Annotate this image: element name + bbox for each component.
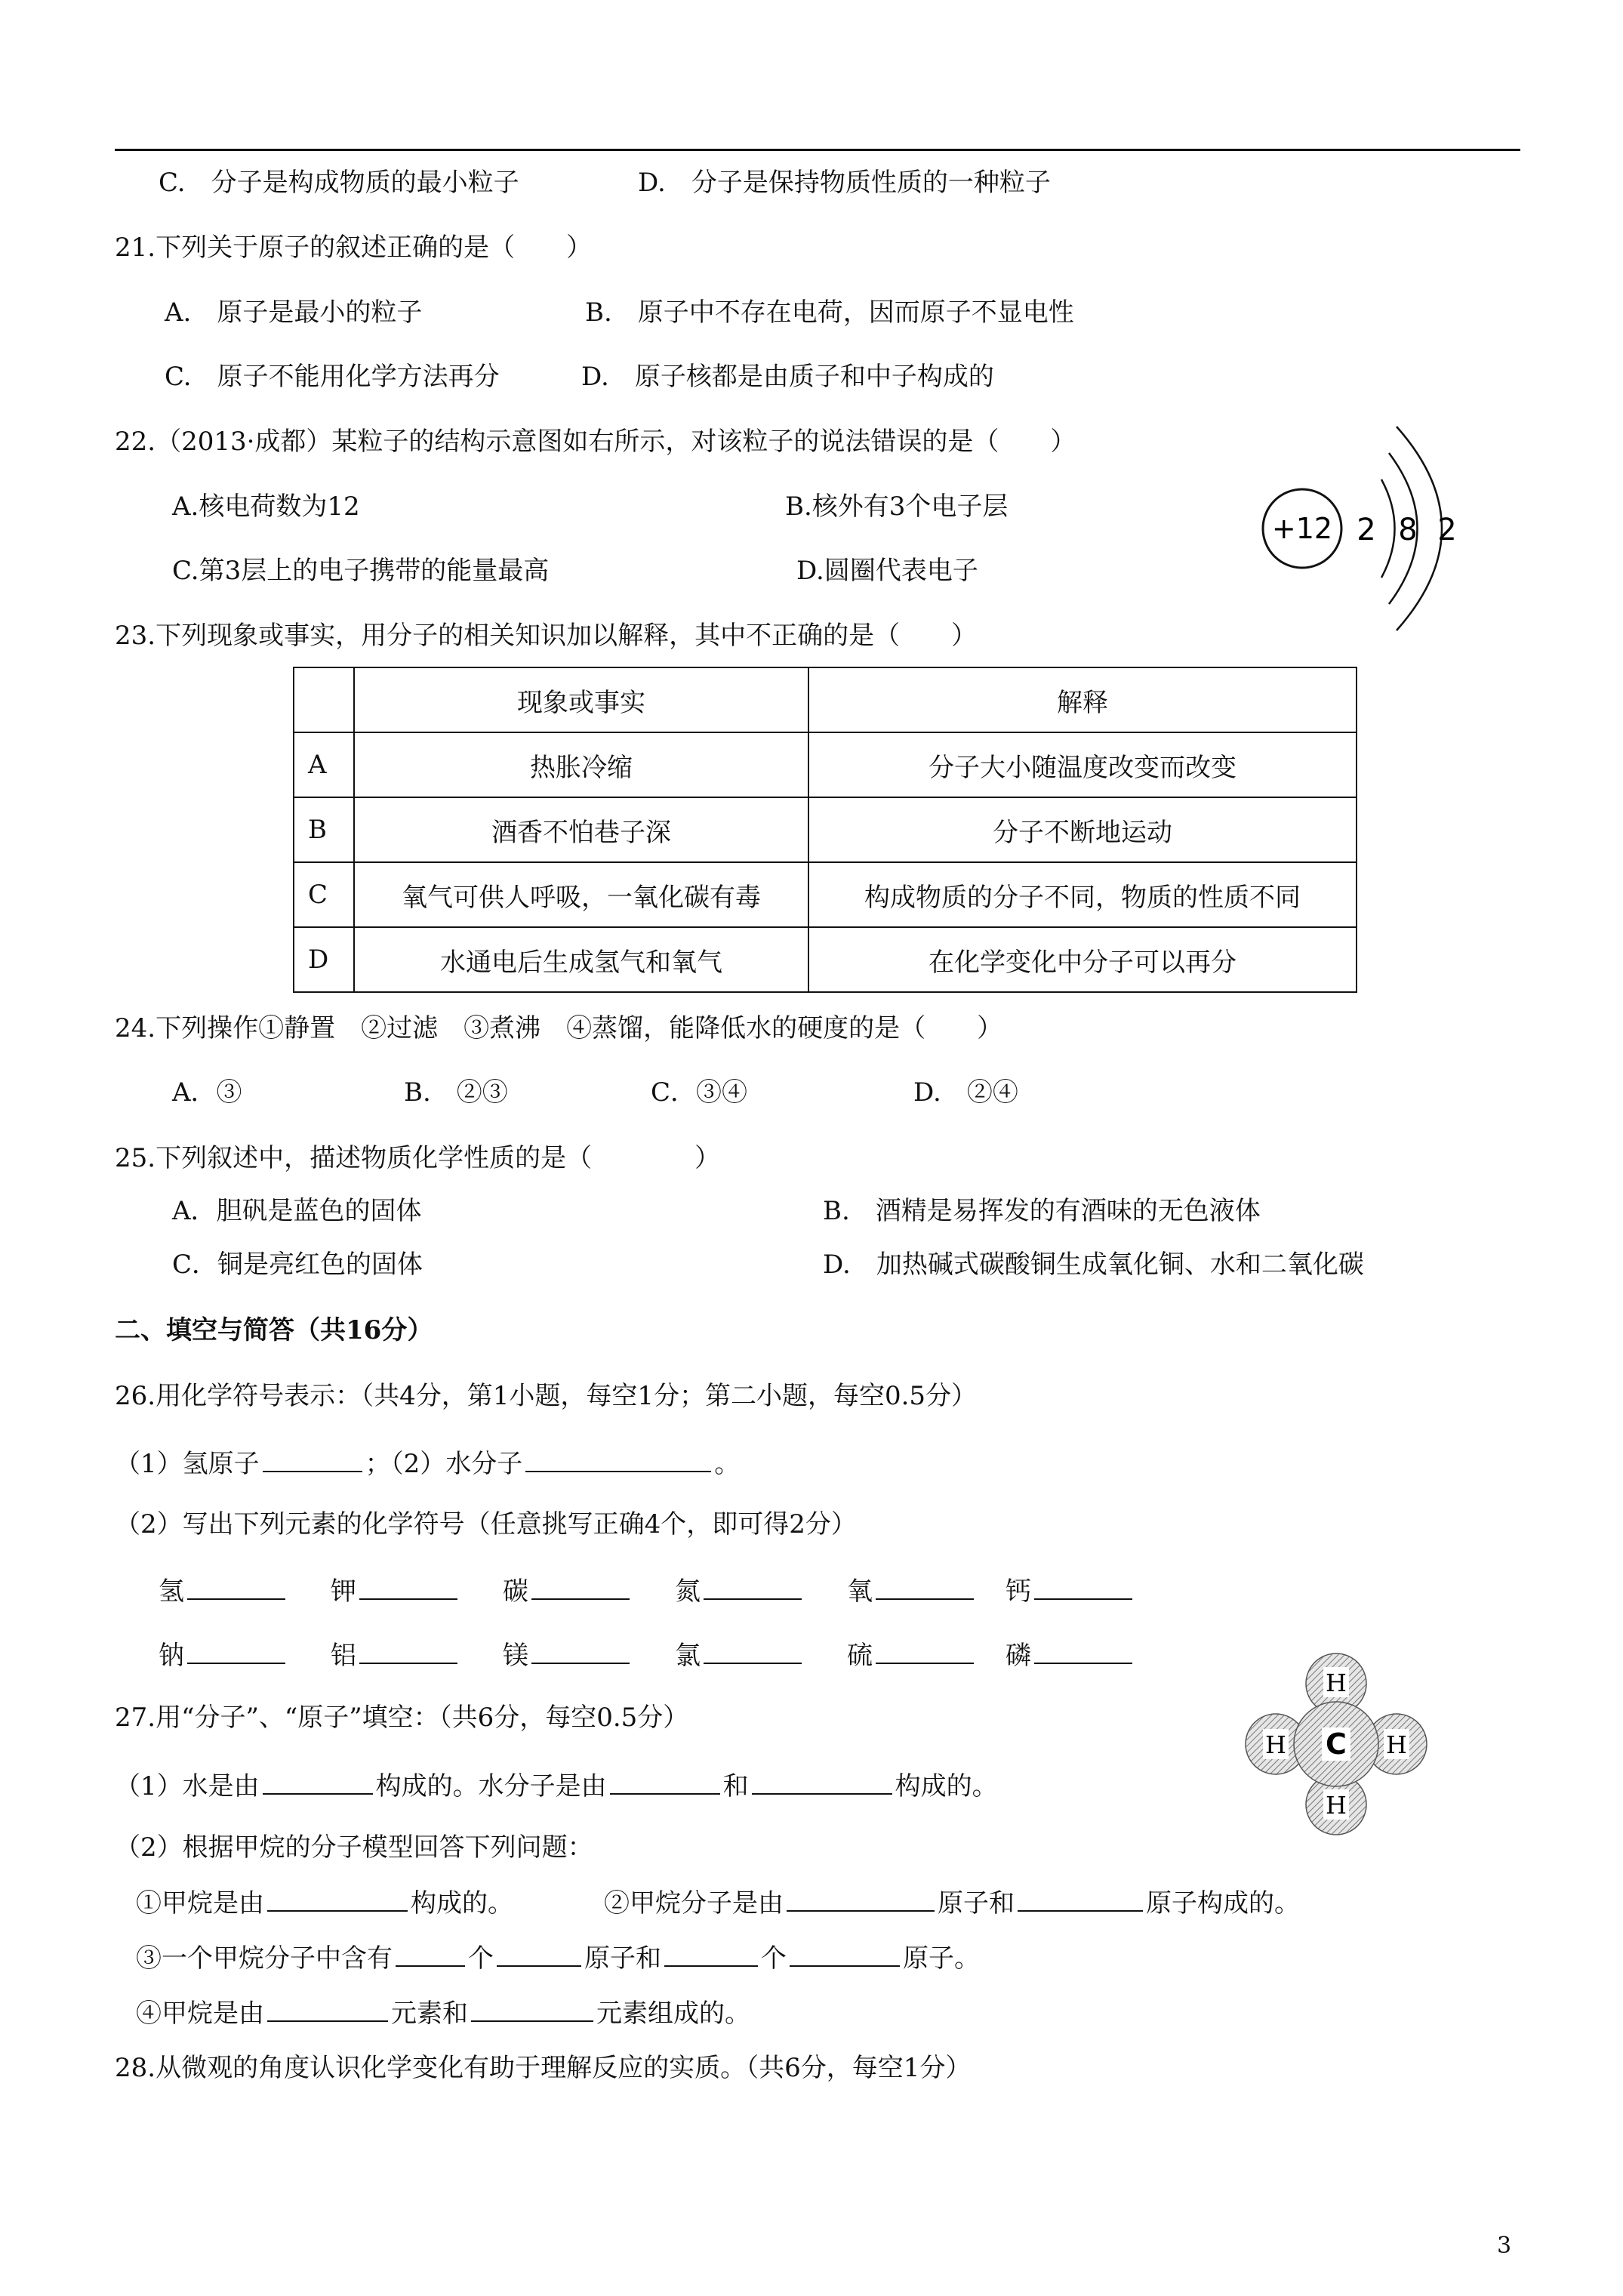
element-name: 氯	[675, 1641, 701, 1671]
q26-part1-label-a: （1）氢原子	[115, 1449, 260, 1479]
table-cell: A	[294, 732, 354, 797]
page-number: 3	[1497, 2233, 1512, 2259]
answer-blank[interactable]	[752, 1771, 892, 1795]
table-cell: 构成物质的分子不同，物质的性质不同	[808, 862, 1357, 927]
table-row	[294, 732, 1357, 797]
q24-option-a: A．③	[172, 1077, 242, 1108]
element-name: 磷	[1006, 1641, 1031, 1671]
q27-l1a: （1）水是由	[115, 1771, 260, 1801]
hydrogen-label: H	[1265, 1730, 1286, 1759]
q27-line2: （2）根据甲烷的分子模型回答下列问题：	[115, 1832, 593, 1863]
atom-structure-diagram	[1253, 419, 1502, 634]
element-name: 镁	[503, 1641, 528, 1671]
q27-line3	[136, 1888, 1300, 1916]
element-name: 硫	[847, 1641, 873, 1671]
q21-option-b: B. 原子中不存在电荷，因而原子不显电性	[585, 297, 1074, 328]
q25-stem: 25.下列叙述中，描述物质化学性质的是（ ）	[115, 1143, 721, 1173]
table-cell: 氧气可供人呼吸，一氧化碳有毒	[354, 862, 808, 927]
answer-blank[interactable]	[525, 1448, 711, 1472]
q28-stem: 28.从微观的角度认识化学变化有助于理解反应的实质。（共6分，每空1分）	[115, 2053, 972, 2083]
q27-stem: 27.用“分子”、“原子”填空：（共6分，每空0.5分）	[115, 1703, 689, 1733]
q24-option-c: C．③④	[651, 1077, 748, 1108]
answer-blank[interactable]	[263, 1448, 362, 1472]
table-cell: 在化学变化中分子可以再分	[808, 927, 1357, 992]
q27-line4	[136, 1943, 980, 1974]
nucleus-charge: +12	[1271, 512, 1333, 545]
q26-stem: 26.用化学符号表示：（共4分，第1小题，每空1分；第二小题，每空0.5分）	[115, 1381, 978, 1411]
q27-l4b: 个	[468, 1943, 494, 1974]
q20-option-d: D. 分子是保持物质性质的一种粒子	[638, 168, 1051, 198]
table-cell: 热胀冷缩	[354, 732, 808, 797]
answer-blank[interactable]	[267, 1998, 388, 2022]
q27-l4c: 原子和	[584, 1943, 661, 1974]
q27-l3b: 构成的。	[411, 1888, 513, 1918]
table-cell: 分子不断地运动	[808, 797, 1357, 862]
table-header-cell: 解释	[808, 667, 1357, 732]
q27-l4d: 个	[761, 1943, 787, 1974]
q27-l4e: 原子。	[903, 1943, 980, 1974]
q25-option-d: D. 加热碱式碳酸铜生成氧化铜、水和二氧化碳	[823, 1250, 1364, 1280]
answer-blank[interactable]	[471, 1998, 593, 2022]
answer-blank[interactable]	[664, 1943, 758, 1967]
answer-blank[interactable]	[704, 1576, 802, 1600]
answer-blank[interactable]	[610, 1771, 720, 1795]
answer-blank[interactable]	[1018, 1888, 1143, 1912]
q27-l3c: ②甲烷分子是由	[604, 1888, 784, 1918]
element-name: 钙	[1006, 1576, 1031, 1607]
q24-stem: 24.下列操作①静置 ②过滤 ③煮沸 ④蒸馏，能降低水的硬度的是（ ）	[115, 1013, 1003, 1043]
answer-blank[interactable]	[704, 1640, 802, 1664]
carbon-label: C	[1326, 1727, 1347, 1761]
q26-part2: （2）写出下列元素的化学符号（任意挑写正确4个，即可得2分）	[115, 1509, 857, 1539]
answer-blank[interactable]	[267, 1888, 408, 1912]
q27-l3d: 原子和	[938, 1888, 1015, 1918]
element-row-2	[159, 1640, 1178, 1669]
q25-option-b: B. 酒精是易挥发的有酒味的无色液体	[823, 1196, 1261, 1226]
table-cell: 水通电后生成氢气和氧气	[354, 927, 808, 992]
element-name: 钠	[159, 1641, 184, 1671]
hydrogen-label: H	[1386, 1730, 1407, 1759]
q27-l5c: 元素组成的。	[596, 1999, 750, 2029]
q25-option-a: A．胆矾是蓝色的固体	[172, 1196, 422, 1226]
q24-option-d: D. ②④	[913, 1077, 1018, 1108]
shell-3-count: 2	[1437, 513, 1457, 547]
element-name: 氮	[675, 1576, 701, 1607]
shell-2-count: 8	[1398, 513, 1418, 547]
q22-stem: 22.（2013·成都）某粒子的结构示意图如右所示，对该粒子的说法错误的是（ ）	[115, 427, 1076, 457]
section-2-title: 二、填空与简答（共16分）	[115, 1315, 433, 1345]
hydrogen-label: H	[1326, 1791, 1347, 1820]
answer-blank[interactable]	[396, 1943, 465, 1967]
answer-blank[interactable]	[359, 1576, 457, 1600]
q23-stem: 23.下列现象或事实，用分子的相关知识加以解释，其中不正确的是（ ）	[115, 621, 978, 651]
table-cell: B	[294, 797, 354, 862]
element-row-1	[159, 1576, 1178, 1607]
table-cell: 酒香不怕巷子深	[354, 797, 808, 862]
table-row	[294, 797, 1357, 862]
q26-part1-separator: ；（2）水分子	[365, 1449, 523, 1479]
element-name: 氧	[847, 1576, 873, 1607]
table-header-row	[294, 667, 1357, 732]
answer-blank[interactable]	[876, 1576, 974, 1600]
q27-l3e: 原子构成的。	[1146, 1888, 1300, 1918]
element-name: 氢	[159, 1576, 184, 1607]
q26-part1	[115, 1448, 740, 1477]
table-cell: D	[294, 927, 354, 992]
answer-blank[interactable]	[531, 1640, 630, 1664]
answer-blank[interactable]	[497, 1943, 581, 1967]
q21-option-c: C. 原子不能用化学方法再分	[165, 362, 500, 392]
q20-option-c: C. 分子是构成物质的最小粒子	[159, 168, 519, 198]
table-header-cell: 现象或事实	[354, 667, 808, 732]
q27-l1b: 构成的。水分子是由	[375, 1771, 607, 1801]
q25-option-c: C．铜是亮红色的固体	[172, 1250, 423, 1280]
table-cell: C	[294, 862, 354, 927]
answer-blank[interactable]	[790, 1943, 900, 1967]
q27-line5	[136, 1998, 750, 2029]
q21-option-a: A. 原子是最小的粒子	[165, 297, 423, 328]
answer-blank[interactable]	[187, 1640, 285, 1664]
q27-l5a: ④甲烷是由	[136, 1999, 264, 2029]
q24-option-b: B. ②③	[404, 1077, 508, 1108]
answer-blank[interactable]	[876, 1640, 974, 1664]
q22-option-a: A.核电荷数为12	[172, 492, 360, 522]
element-name: 钾	[331, 1576, 356, 1607]
table-row	[294, 862, 1357, 927]
shell-1-count: 2	[1357, 513, 1376, 547]
element-name: 铝	[331, 1641, 356, 1671]
header-rule	[115, 149, 1520, 151]
q22-option-c: C.第3层上的电子携带的能量最高	[172, 556, 550, 586]
answer-blank[interactable]	[359, 1640, 457, 1664]
q21-stem: 21.下列关于原子的叙述正确的是（ ）	[115, 233, 593, 263]
q23-table	[293, 667, 1357, 993]
answer-blank[interactable]	[187, 1576, 285, 1600]
answer-blank[interactable]	[1034, 1576, 1132, 1600]
q27-l5b: 元素和	[391, 1999, 468, 2029]
q22-option-b: B.核外有3个电子层	[785, 492, 1009, 522]
table-row	[294, 927, 1357, 992]
methane-molecule-model	[1238, 1652, 1442, 1837]
shell-arc-1	[1381, 479, 1395, 578]
hydrogen-label: H	[1326, 1669, 1347, 1697]
q21-option-d: D. 原子核都是由质子和中子构成的	[581, 362, 994, 392]
table-cell: 分子大小随温度改变而改变	[808, 732, 1357, 797]
q26-part1-end: 。	[714, 1449, 741, 1479]
answer-blank[interactable]	[263, 1771, 373, 1795]
q27-l1c: 和	[722, 1771, 749, 1801]
q27-l4a: ③一个甲烷分子中含有	[136, 1943, 393, 1974]
table-header-cell	[294, 667, 354, 732]
q27-l1d: 构成的。	[895, 1771, 998, 1801]
answer-blank[interactable]	[531, 1576, 630, 1600]
answer-blank[interactable]	[787, 1888, 935, 1912]
q27-line1	[115, 1771, 998, 1799]
q22-option-d: D.圆圈代表电子	[796, 556, 978, 586]
answer-blank[interactable]	[1034, 1640, 1132, 1664]
element-name: 碳	[503, 1576, 528, 1607]
q27-l3a: ①甲烷是由	[136, 1888, 264, 1918]
